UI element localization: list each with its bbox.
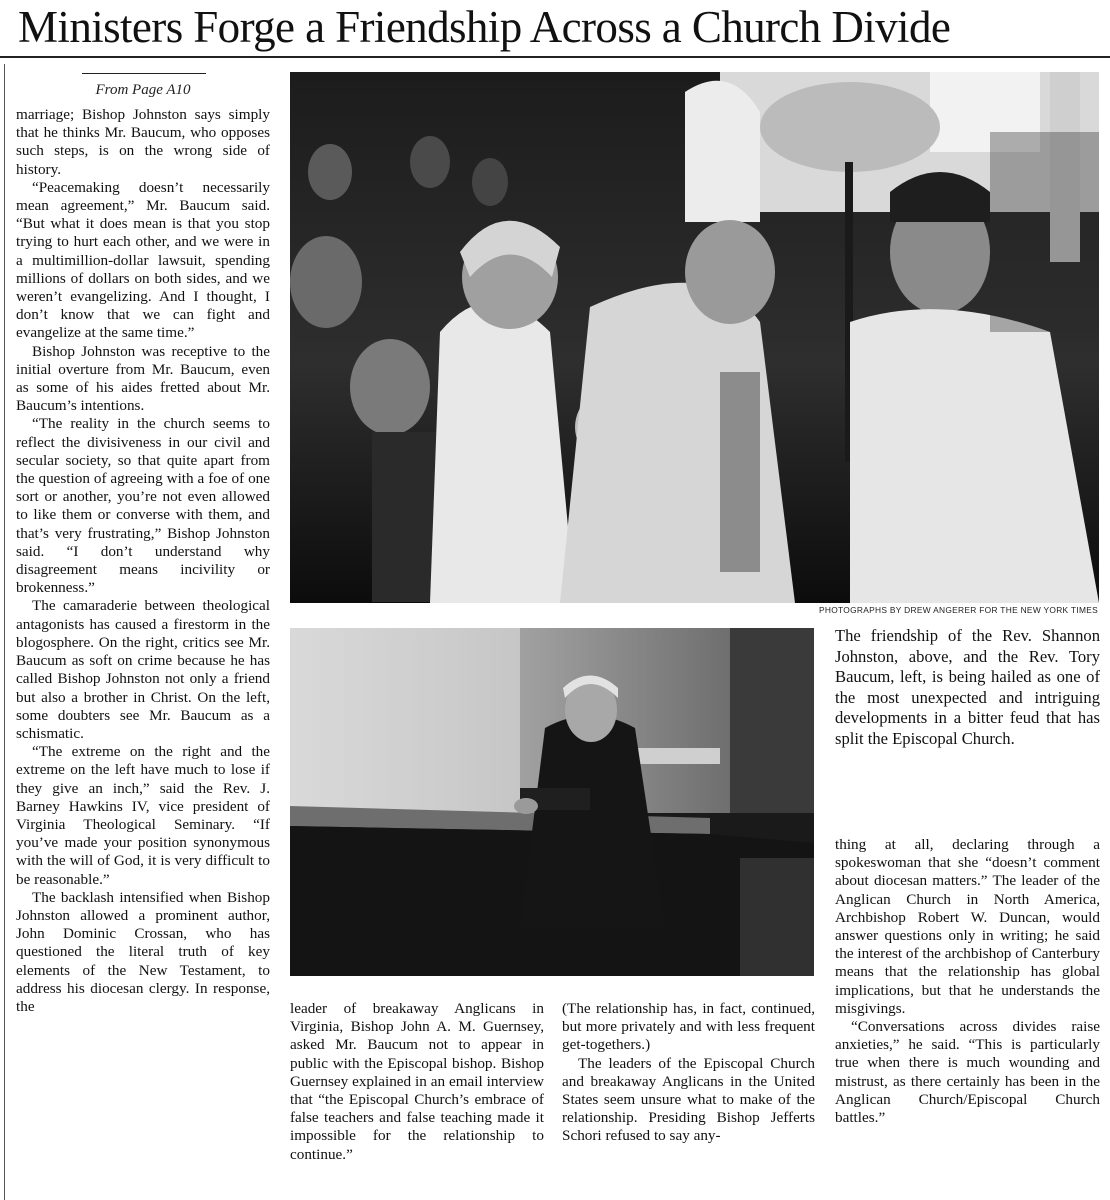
text-column-4 bbox=[835, 836, 1100, 1200]
paragraph: thing at all, declaring through a spokeswoman that she “doesn’t comment about diocesan matters.” The leader of the Anglican Church in North America, Archbishop Robert W. Duncan, would answer questions only in writing; he said the interest of the archbishop of Canterbury means that the relationship has global implications, but that he understands the misgivings. bbox=[835, 836, 1100, 1017]
baptism-photo-image bbox=[290, 72, 1099, 603]
jump-line-rule bbox=[82, 73, 206, 74]
paragraph: “The extreme on the right and the extreme on the left have much to lose if they give an inch,” said the Rev. J. Barney Hawkins IV, vice president of Virginia Theological Seminary. “If you’ve made your position synonymous with the will of God, it is very difficult to be reasonable.” bbox=[16, 743, 270, 888]
paragraph: “Peacemaking doesn’t necessarily mean agreement,” Mr. Baucum said. “But what it does mean is that you stop trying to hurt each other, and we were in a multimillion-dollar lawsuit, spending millions of dollars on both sides, and we weren’t evangelizing. And I thought, I don’t know that we can fight and evangelize at the same time.” bbox=[16, 178, 270, 342]
paragraph: leader of breakaway Anglicans in Virginia, Bishop John A. M. Guernsey, asked Mr. Baucum not to appear in public with the Episcopal bishop. Bishop Guernsey explained in an email interview that “the Episcopal Church’s embrace of false teachers and false teaching made it impossible for the relationship to continue.” bbox=[290, 1000, 544, 1163]
paragraph: “The reality in the church seems to reflect the divisiveness in our civil and secular society, so that quite apart from the question of agreeing with a foe of one sort or another, you’re not even allowed to like them or converse with them, and that’s very frustrating,” Bishop Johnston said. “I don’t understand why disagreement means incivility or brokenness.” bbox=[16, 415, 270, 597]
jump-line: From Page A10 bbox=[95, 82, 191, 98]
paragraph: The camaraderie between theological antagonists has caused a firestorm in the blogosphere. On the right, critics see Mr. Baucum as soft on crime because he has called Bishop Johnston not only a friend but also a brother in Christ. On the left, some doubters see Mr. Baucum as a schismatic. bbox=[16, 597, 270, 742]
text-column-1 bbox=[16, 106, 270, 1200]
text-column-2 bbox=[290, 1000, 544, 1200]
photo-caption: The friendship of the Rev. Shannon Johnston, above, and the Rev. Tory Baucum, left, is being hailed as one of the most unexpected and intriguing developments in a bitter feud that has split the Episcopal Church. bbox=[835, 626, 1100, 748]
column-divider bbox=[4, 64, 5, 1200]
text-column-3 bbox=[562, 1000, 815, 1200]
minister-portrait-image bbox=[290, 628, 814, 976]
paragraph: The backlash intensified when Bishop Johnston allowed a prominent author, John Dominic Crossan, who has questioned the literal truth of key elements of the New Testament, to address his diocesan clergy. In response, the bbox=[16, 888, 270, 1015]
minister-portrait-photo bbox=[290, 628, 814, 976]
paragraph: “Conversations across divides raise anxieties,” he said. “This is particularly true when there is much wounding and mistrust, as there certainly has been in the Anglican Church/Episcopal Church battles.” bbox=[835, 1018, 1100, 1127]
baptism-photo bbox=[290, 72, 1099, 603]
paragraph: Bishop Johnston was receptive to the initial overture from Mr. Baucum, even as some of his aides fretted about Mr. Baucum’s intentions. bbox=[16, 342, 270, 415]
headline-rule bbox=[0, 56, 1110, 58]
paragraph: marriage; Bishop Johnston says simply that he thinks Mr. Baucum, who opposes such steps, is on the wrong side of history. bbox=[16, 106, 270, 178]
headline: Ministers Forge a Friendship Across a Church Divide bbox=[18, 2, 951, 52]
paragraph: The leaders of the Episcopal Church and breakaway Anglicans in the United States seem unsure what to make of the relationship. Presiding Bishop Jefferts Schori refused to say any- bbox=[562, 1054, 815, 1145]
photo-credit: PHOTOGRAPHS BY DREW ANGERER FOR THE NEW YORK TIMES bbox=[818, 605, 1098, 615]
paragraph: (The relationship has, in fact, continued, but more privately and with less frequent get-togethers.) bbox=[562, 1000, 815, 1054]
